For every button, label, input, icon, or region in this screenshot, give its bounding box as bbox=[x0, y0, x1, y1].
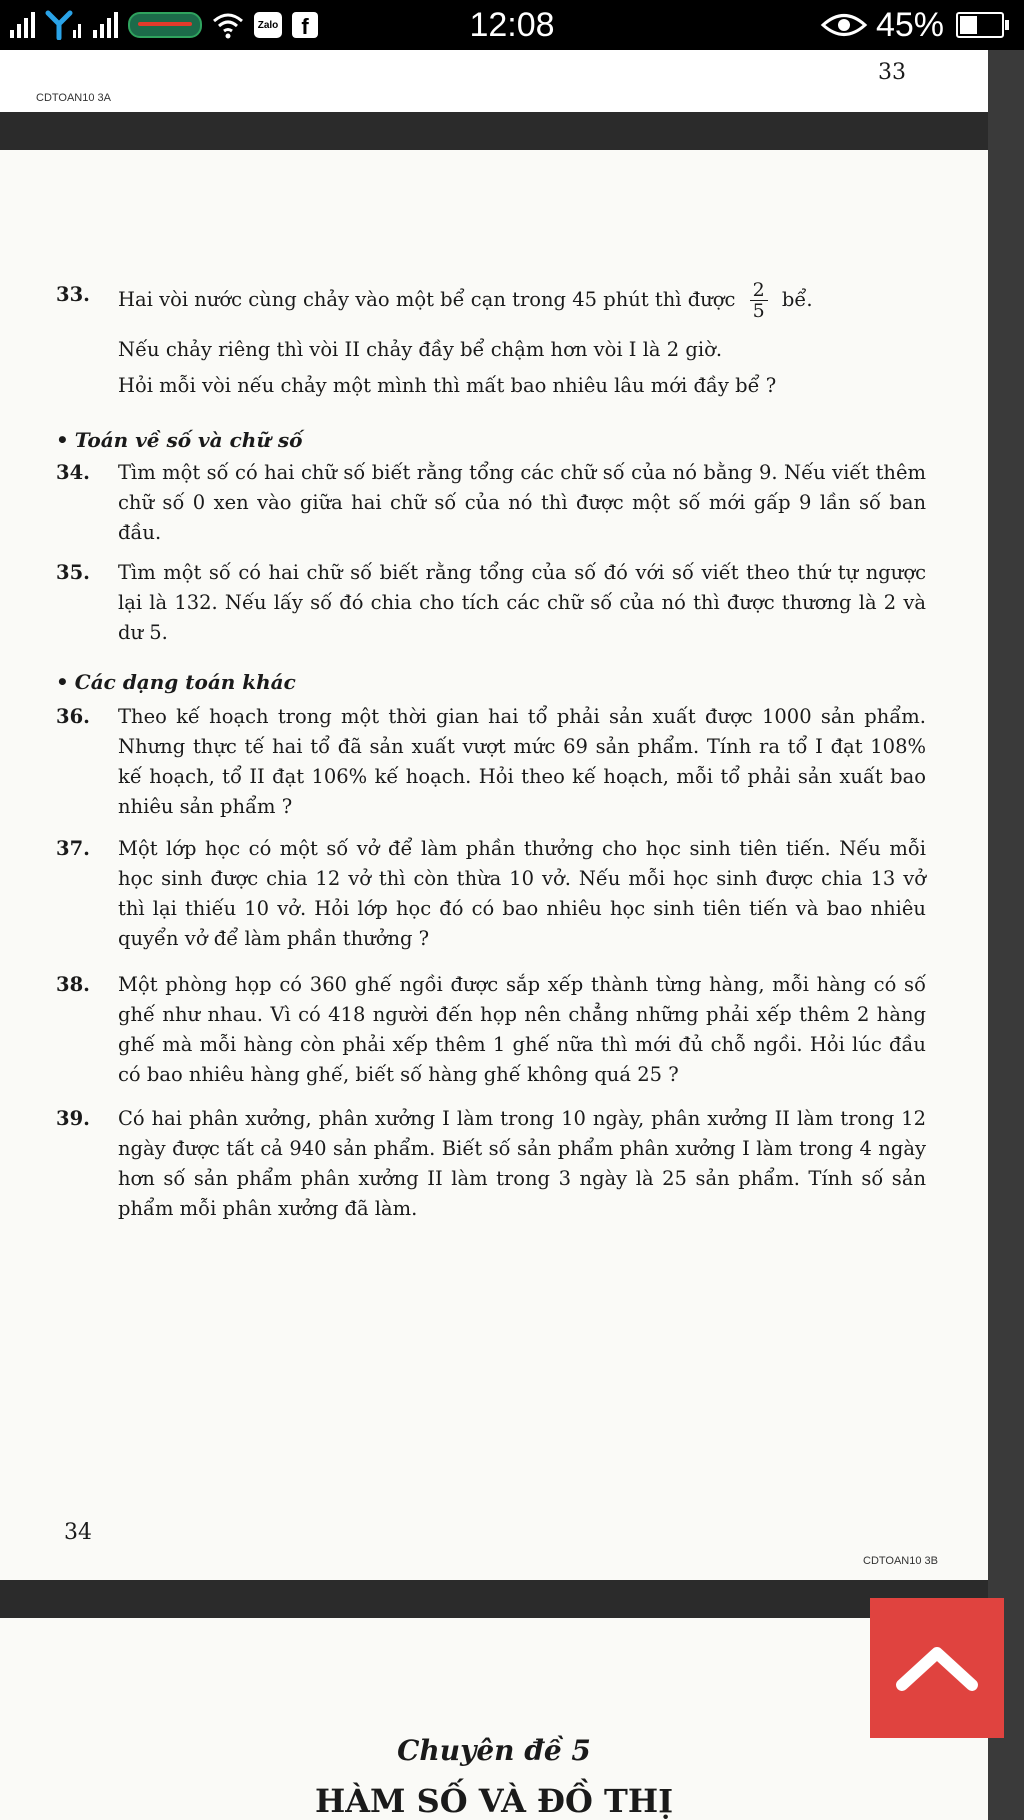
problem-37 bbox=[56, 834, 926, 954]
problem-34 bbox=[56, 458, 926, 548]
problem-number: 35. bbox=[56, 561, 90, 584]
scroll-to-top-button[interactable] bbox=[870, 1598, 1004, 1738]
bullet-icon: • bbox=[56, 670, 69, 694]
problem-number: 33. bbox=[56, 283, 90, 306]
problem-text: Theo kế hoạch trong một thời gian hai tổ phải sản xuất được 1000 sản phẩm. Nhưng thực tế hai tổ đã sản xuất vượt mức 69 sản phẩm. Tính ra tổ I đạt 108% kế hoạch, tổ II đạt 106% kế hoạch. Hỏi theo kế hoạch, mỗi tổ phải sản xuất bao nhiêu sản phẩm ? bbox=[118, 705, 926, 818]
status-icons-right bbox=[820, 6, 1004, 44]
fraction-numerator: 2 bbox=[750, 280, 768, 301]
problem-38 bbox=[56, 970, 926, 1090]
problem-33-line1: Hai vòi nước cùng chảy vào một bể cạn trong 45 phút thì được bbox=[118, 288, 736, 311]
problem-number: 34. bbox=[56, 461, 90, 484]
clock: 12:08 bbox=[469, 6, 555, 44]
problem-number: 37. bbox=[56, 837, 90, 860]
battery-percent: 45% bbox=[875, 5, 944, 44]
problem-text: Một lớp học có một số vở để làm phần thưởng cho học sinh tiên tiến. Nếu mỗi học sinh được chia 12 vở thì còn thừa 10 vở. Nếu mỗi học sinh được chia 13 vở thì lại thiếu 10 vở. Hỏi lớp học đó có bao nhiêu học sinh tiên tiến và bao nhiêu quyển vở để làm phần thưởng ? bbox=[118, 837, 926, 950]
problem-33-line1-end: bể. bbox=[781, 288, 813, 311]
problem-text: Tìm một số có hai chữ số biết rằng tổng của số đó với số viết theo thứ tự ngược lại là 132. Nếu lấy số đó chia cho tích các chữ số của nó thì được thương là 2 và dư 5. bbox=[118, 561, 926, 644]
problem-number: 39. bbox=[56, 1107, 90, 1130]
problem-text bbox=[118, 280, 926, 401]
fraction-denominator: 5 bbox=[752, 300, 765, 322]
problem-33 bbox=[56, 280, 926, 401]
page-header-code: CDTOAN10 3A bbox=[36, 92, 111, 104]
page-header-number: 33 bbox=[878, 60, 906, 85]
battery-fill bbox=[960, 16, 977, 34]
problem-number: 38. bbox=[56, 973, 90, 996]
problem-35 bbox=[56, 558, 926, 648]
problem-text: Một phòng họp có 360 ghế ngồi được sắp xếp thành từng hàng, mỗi hàng có số ghế như nhau. Vì có 418 người đến họp nên chẳng những phải xếp thêm 2 hàng ghế mà mỗi hàng còn phải xếp thêm 1 ghế nữa thì mới đủ chỗ ngồi. Hỏi lúc đầu có bao nhiêu hàng ghế, biết số hàng ghế không quá 25 ? bbox=[118, 973, 926, 1086]
section-title: Các dạng toán khác bbox=[74, 670, 296, 694]
section-heading-digits bbox=[56, 428, 302, 452]
problem-33-line3: Hỏi mỗi vòi nếu chảy một mình thì mất bao nhiêu lâu mới đầy bể ? bbox=[118, 374, 777, 397]
problem-text: Tìm một số có hai chữ số biết rằng tổng các chữ số của nó bằng 9. Nếu viết thêm chữ số 0 xen vào giữa hai chữ số của nó thì được một số mới gấp 9 lần số ban đầu. bbox=[118, 461, 926, 544]
chapter-title: HÀM SỐ VÀ ĐỒ THỊ bbox=[314, 1782, 674, 1820]
previous-page-bottom bbox=[0, 50, 988, 112]
document-page bbox=[0, 150, 988, 1580]
section-heading-other bbox=[56, 670, 296, 694]
zalo-notification-icon: Zalo bbox=[254, 12, 282, 38]
problem-33-line2: Nếu chảy riêng thì vòi II chảy đầy bể chậm hơn vòi I là 2 giờ. bbox=[118, 338, 723, 361]
chevron-up-icon bbox=[894, 1643, 980, 1693]
bullet-icon: • bbox=[56, 428, 69, 452]
fraction bbox=[750, 280, 768, 321]
problem-number: 36. bbox=[56, 705, 90, 728]
eye-comfort-icon bbox=[820, 12, 868, 38]
chapter-subtitle: Chuyên đề 5 bbox=[397, 1734, 591, 1767]
section-title: Toán về số và chữ số bbox=[74, 428, 303, 452]
battery-icon bbox=[956, 12, 1004, 38]
problem-39 bbox=[56, 1104, 926, 1224]
viewer-right-edge bbox=[988, 50, 1024, 1820]
facebook-notification-icon: f bbox=[292, 12, 318, 38]
page-footer-number: 34 bbox=[64, 1520, 92, 1545]
page-footer-code: CDTOAN10 3B bbox=[863, 1555, 938, 1567]
problem-36 bbox=[56, 702, 926, 822]
status-bar bbox=[0, 0, 1024, 50]
problem-text: Có hai phân xưởng, phân xưởng I làm trong 10 ngày, phân xưởng II làm trong 12 ngày được tất cả 940 sản phẩm. Biết số sản phẩm phân xưởng I làm trong 4 ngày hơn số sản phẩm phân xưởng II làm trong 3 ngày là 25 sản phẩm. Tính số sản phẩm mỗi phân xưởng đã làm. bbox=[118, 1107, 926, 1220]
next-page-top bbox=[0, 1618, 988, 1820]
